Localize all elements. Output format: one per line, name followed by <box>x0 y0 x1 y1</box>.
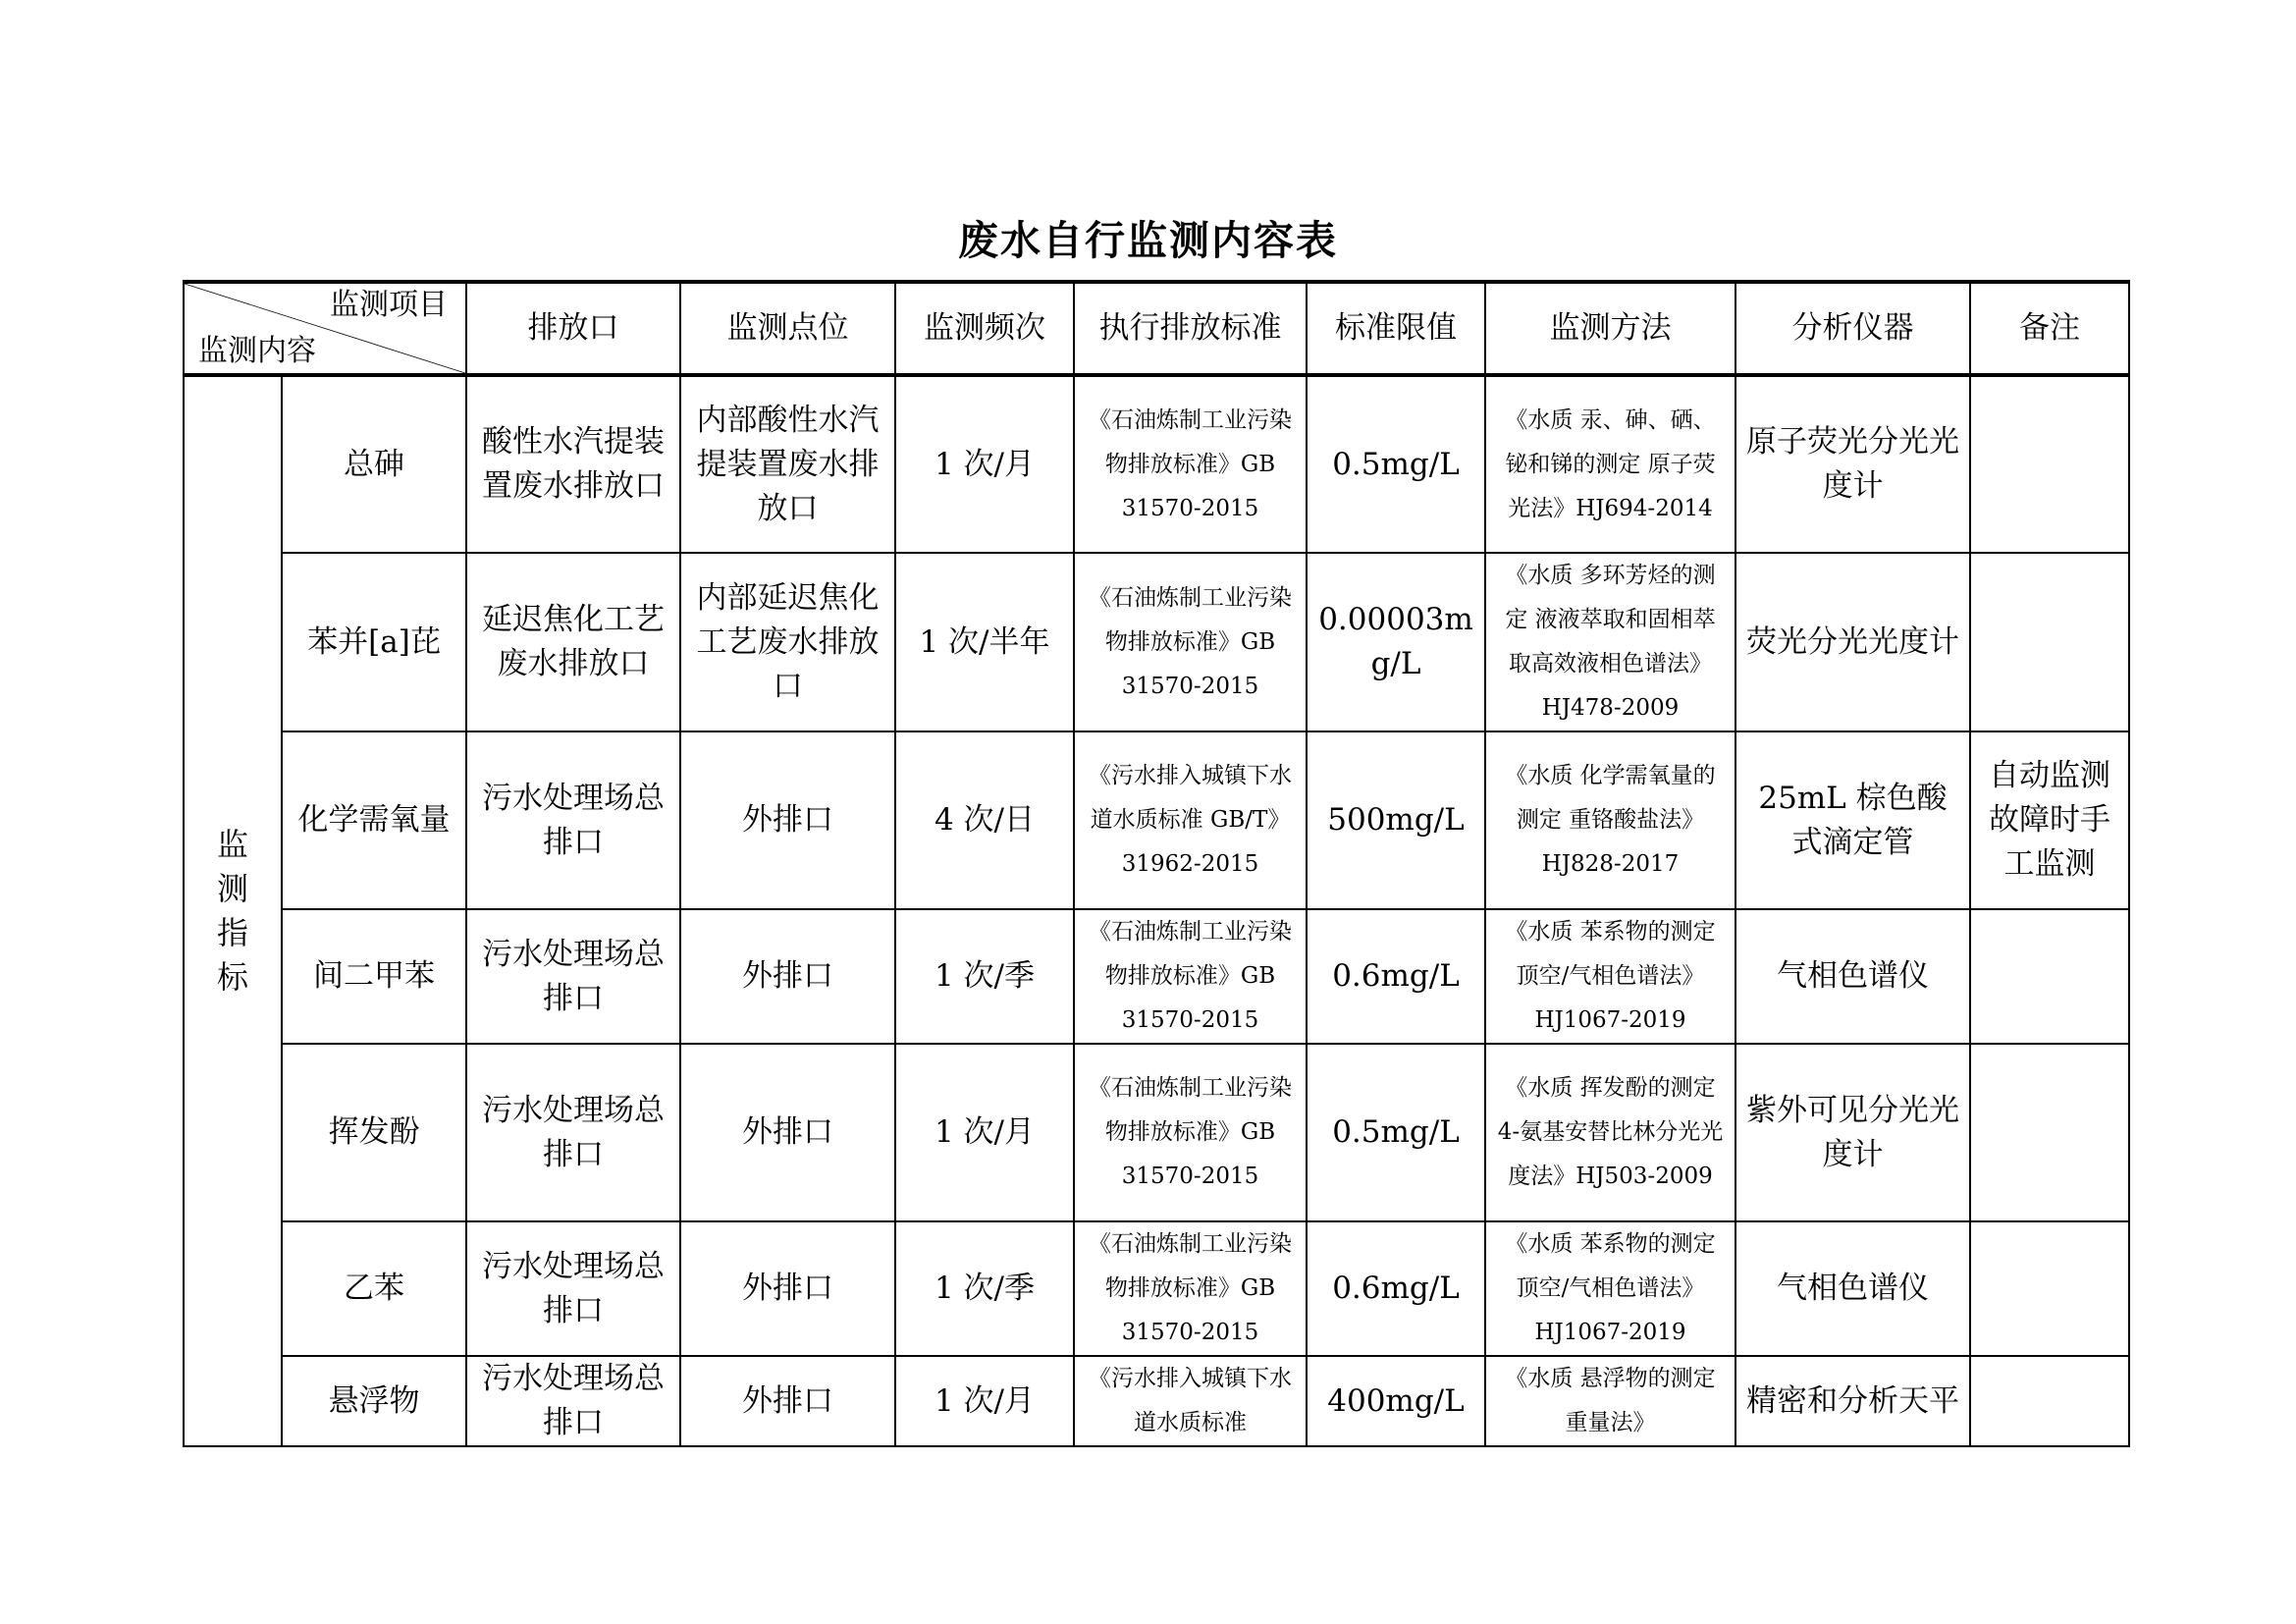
remark-cell <box>1970 1221 2129 1356</box>
page-title: 废水自行监测内容表 <box>958 217 1338 264</box>
col-header-point: 监测点位 <box>680 282 895 375</box>
outlet-cell: 污水处理场总排口 <box>466 731 680 909</box>
table-row <box>184 553 2129 731</box>
limit-cell: 0.5mg/L <box>1307 375 1485 553</box>
table-row <box>184 1221 2129 1356</box>
remark-cell <box>1970 375 2129 553</box>
remark-cell: 自动监测故障时手工监测 <box>1970 731 2129 909</box>
monitoring-table <box>183 280 2130 1447</box>
standard-cell: 《石油炼制工业污染物排放标准》GB 31570-2015 <box>1074 1044 1307 1221</box>
method-cell: 《水质 多环芳烃的测定 液液萃取和固相萃取高效液相色谱法》HJ478-2009 <box>1485 553 1735 731</box>
instrument-cell: 25mL 棕色酸式滴定管 <box>1735 731 1970 909</box>
table-row <box>184 1044 2129 1221</box>
diagonal-header-cell <box>184 282 466 375</box>
col-header-remark: 备注 <box>1970 282 2129 375</box>
item-cell: 化学需氧量 <box>282 731 466 909</box>
limit-cell: 0.6mg/L <box>1307 909 1485 1044</box>
limit-cell: 500mg/L <box>1307 731 1485 909</box>
point-cell: 外排口 <box>680 909 895 1044</box>
outlet-cell: 污水处理场总排口 <box>466 909 680 1044</box>
instrument-cell: 气相色谱仪 <box>1735 909 1970 1044</box>
remark-cell <box>1970 1356 2129 1446</box>
point-cell: 内部酸性水汽提装置废水排放口 <box>680 375 895 553</box>
instrument-cell: 荧光分光光度计 <box>1735 553 1970 731</box>
col-header-method: 监测方法 <box>1485 282 1735 375</box>
limit-cell: 0.6mg/L <box>1307 1221 1485 1356</box>
point-cell: 内部延迟焦化工艺废水排放口 <box>680 553 895 731</box>
diag-top-label: 监测项目 <box>330 288 448 322</box>
diag-bottom-label: 监测内容 <box>198 334 316 368</box>
frequency-cell: 1 次/月 <box>895 375 1074 553</box>
frequency-cell: 1 次/半年 <box>895 553 1074 731</box>
col-header-frequency: 监测频次 <box>895 282 1074 375</box>
method-cell: 《水质 苯系物的测定 顶空/气相色谱法》HJ1067-2019 <box>1485 1221 1735 1356</box>
frequency-cell: 1 次/季 <box>895 909 1074 1044</box>
limit-cell: 400mg/L <box>1307 1356 1485 1446</box>
instrument-cell: 紫外可见分光光度计 <box>1735 1044 1970 1221</box>
table-row <box>184 731 2129 909</box>
outlet-cell: 酸性水汽提装置废水排放口 <box>466 375 680 553</box>
col-header-instrument: 分析仪器 <box>1735 282 1970 375</box>
standard-cell: 《石油炼制工业污染物排放标准》GB 31570-2015 <box>1074 1221 1307 1356</box>
limit-cell: 0.00003mg/L <box>1307 553 1485 731</box>
col-header-outlet: 排放口 <box>466 282 680 375</box>
col-header-standard: 执行排放标准 <box>1074 282 1307 375</box>
outlet-cell: 污水处理场总排口 <box>466 1221 680 1356</box>
method-cell: 《水质 化学需氧量的测定 重铬酸盐法》HJ828-2017 <box>1485 731 1735 909</box>
outlet-cell: 延迟焦化工艺废水排放口 <box>466 553 680 731</box>
item-cell: 挥发酚 <box>282 1044 466 1221</box>
outlet-cell: 污水处理场总排口 <box>466 1044 680 1221</box>
instrument-cell: 原子荧光分光光度计 <box>1735 375 1970 553</box>
item-cell: 悬浮物 <box>282 1356 466 1446</box>
standard-cell: 《石油炼制工业污染物排放标准》GB 31570-2015 <box>1074 553 1307 731</box>
method-cell: 《水质 汞、砷、硒、铋和锑的测定 原子荧光法》HJ694-2014 <box>1485 375 1735 553</box>
point-cell: 外排口 <box>680 731 895 909</box>
indicator-group-label: 监测指标 <box>216 826 248 996</box>
item-cell: 间二甲苯 <box>282 909 466 1044</box>
frequency-cell: 1 次/月 <box>895 1356 1074 1446</box>
standard-cell: 《污水排入城镇下水道水质标准 GB/T》 31962-2015 <box>1074 731 1307 909</box>
frequency-cell: 1 次/季 <box>895 1221 1074 1356</box>
header-row <box>184 282 2129 375</box>
point-cell: 外排口 <box>680 1044 895 1221</box>
table-row <box>184 375 2129 553</box>
outlet-cell: 污水处理场总排口 <box>466 1356 680 1446</box>
item-cell: 乙苯 <box>282 1221 466 1356</box>
frequency-cell: 4 次/日 <box>895 731 1074 909</box>
frequency-cell: 1 次/月 <box>895 1044 1074 1221</box>
method-cell: 《水质 苯系物的测定 顶空/气相色谱法》HJ1067-2019 <box>1485 909 1735 1044</box>
instrument-cell: 精密和分析天平 <box>1735 1356 1970 1446</box>
col-header-limit: 标准限值 <box>1307 282 1485 375</box>
point-cell: 外排口 <box>680 1221 895 1356</box>
item-cell: 苯并[a]芘 <box>282 553 466 731</box>
standard-cell: 《污水排入城镇下水道水质标准 <box>1074 1356 1307 1446</box>
remark-cell <box>1970 1044 2129 1221</box>
method-cell: 《水质 挥发酚的测定 4-氨基安替比林分光光度法》HJ503-2009 <box>1485 1044 1735 1221</box>
point-cell: 外排口 <box>680 1356 895 1446</box>
standard-cell: 《石油炼制工业污染物排放标准》GB 31570-2015 <box>1074 375 1307 553</box>
item-cell: 总砷 <box>282 375 466 553</box>
indicator-group-cell <box>184 375 282 1446</box>
remark-cell <box>1970 553 2129 731</box>
method-cell: 《水质 悬浮物的测定 重量法》 <box>1485 1356 1735 1446</box>
limit-cell: 0.5mg/L <box>1307 1044 1485 1221</box>
instrument-cell: 气相色谱仪 <box>1735 1221 1970 1356</box>
table-row <box>184 909 2129 1044</box>
standard-cell: 《石油炼制工业污染物排放标准》GB 31570-2015 <box>1074 909 1307 1044</box>
remark-cell <box>1970 909 2129 1044</box>
table-row <box>184 1356 2129 1446</box>
